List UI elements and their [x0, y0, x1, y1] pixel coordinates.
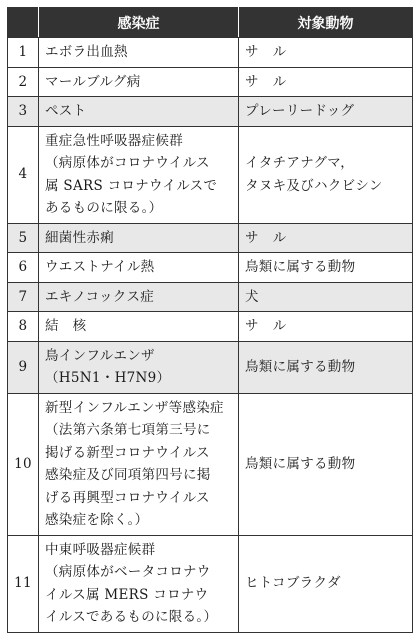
animal-cell — [239, 223, 413, 253]
animal-text-line: 鳥類に属する動物 — [245, 259, 356, 275]
disease-text-line: 掲げる新型コロナウイルス — [45, 444, 210, 461]
animal-text-line: サ ル — [245, 229, 287, 246]
animal-cell — [239, 126, 413, 223]
header-animal: 対象動物 — [239, 8, 413, 38]
animal-text-line: サ ル — [245, 318, 287, 334]
table-row — [8, 97, 413, 127]
disease-cell — [39, 312, 239, 342]
disease-text-line: エボラ出血熱 — [45, 44, 128, 60]
header-row — [8, 8, 413, 38]
table-row — [8, 393, 413, 535]
row-number: 5 — [8, 223, 39, 253]
animal-cell — [239, 38, 413, 68]
table-row — [8, 223, 413, 253]
table-row — [8, 341, 413, 393]
disease-text-line: （法第六条第七項第三号に — [45, 422, 211, 438]
animal-text-line: プレーリードッグ — [245, 103, 355, 119]
animal-cell — [239, 97, 413, 127]
row-number: 3 — [8, 97, 39, 127]
disease-text-line: マールブルグ病 — [45, 73, 141, 90]
disease-text-line: 新型インフルエンザ等感染症 — [45, 399, 224, 416]
disease-text-line: イルス属 MERS コロナウ — [45, 586, 209, 603]
disease-cell — [39, 97, 239, 127]
table-row — [8, 312, 413, 342]
disease-text-line: 細菌性赤痢 — [45, 229, 114, 246]
disease-text-line: 感染症及び同項第四号に掲 — [45, 467, 211, 483]
animal-cell — [239, 312, 413, 342]
disease-text-line: あるものに限る。） — [45, 200, 163, 216]
table-row — [8, 282, 413, 312]
table-row — [8, 253, 413, 283]
animal-cell — [239, 253, 413, 283]
animal-cell — [239, 341, 413, 393]
row-number: 8 — [8, 312, 39, 342]
disease-text-line: 感染症を除く。） — [45, 512, 149, 528]
disease-text-line: エキノコックス症 — [45, 288, 155, 305]
row-number: 6 — [8, 253, 39, 283]
disease-text-line: 属 SARS コロナウイルスで — [45, 177, 218, 194]
row-number: 1 — [8, 38, 39, 68]
table-row — [8, 67, 413, 97]
disease-text-line: 鳥インフルエンザ — [45, 347, 155, 364]
disease-text-line: ペスト — [45, 103, 87, 119]
row-number: 2 — [8, 67, 39, 97]
disease-text-line: （病原体がベータコロナウ — [45, 564, 211, 580]
disease-cell — [39, 38, 239, 68]
disease-cell — [39, 393, 239, 535]
animal-text-line: イタチアナグマ， — [245, 155, 355, 171]
animal-text-line: サ ル — [245, 73, 287, 90]
table-body — [8, 38, 413, 633]
animal-cell — [239, 67, 413, 97]
row-number: 11 — [8, 535, 39, 632]
disease-cell — [39, 253, 239, 283]
row-number: 9 — [8, 341, 39, 393]
disease-text-line: げる再興型コロナウイルス — [45, 489, 210, 506]
disease-cell — [39, 223, 239, 253]
animal-text-line: ヒトコブラクダ — [245, 575, 341, 592]
row-number: 7 — [8, 282, 39, 312]
infectious-disease-table — [7, 7, 413, 633]
disease-cell — [39, 535, 239, 632]
animal-cell — [239, 282, 413, 312]
header-disease: 感染症 — [39, 8, 239, 38]
animal-text-line: サ ル — [245, 44, 287, 60]
disease-text-line: 結 核 — [45, 318, 87, 334]
animal-text-line: 犬 — [245, 288, 259, 305]
animal-text-line: 鳥類に属する動物 — [245, 358, 356, 375]
row-number: 10 — [8, 393, 39, 535]
disease-cell — [39, 341, 239, 393]
table-row — [8, 38, 413, 68]
animal-cell — [239, 393, 413, 535]
header-number — [8, 8, 39, 38]
table-row — [8, 126, 413, 223]
table-row — [8, 535, 413, 632]
animal-cell — [239, 535, 413, 632]
disease-text-line: （H5N1・H7N9） — [45, 370, 171, 386]
row-number: 4 — [8, 126, 39, 223]
disease-text-line: 重症急性呼吸器症候群 — [45, 132, 183, 149]
disease-text-line: 中東呼吸器症候群 — [45, 541, 156, 558]
disease-cell — [39, 126, 239, 223]
disease-text-line: （病原体がコロナウイルス — [45, 155, 210, 171]
disease-text-line: イルスであるものに限る。） — [45, 609, 218, 625]
disease-cell — [39, 67, 239, 97]
disease-text-line: ウエストナイル熱 — [45, 259, 155, 275]
animal-text-line: タヌキ及びハクビシン — [245, 177, 383, 194]
disease-cell — [39, 282, 239, 312]
animal-text-line: 鳥類に属する動物 — [245, 455, 356, 472]
